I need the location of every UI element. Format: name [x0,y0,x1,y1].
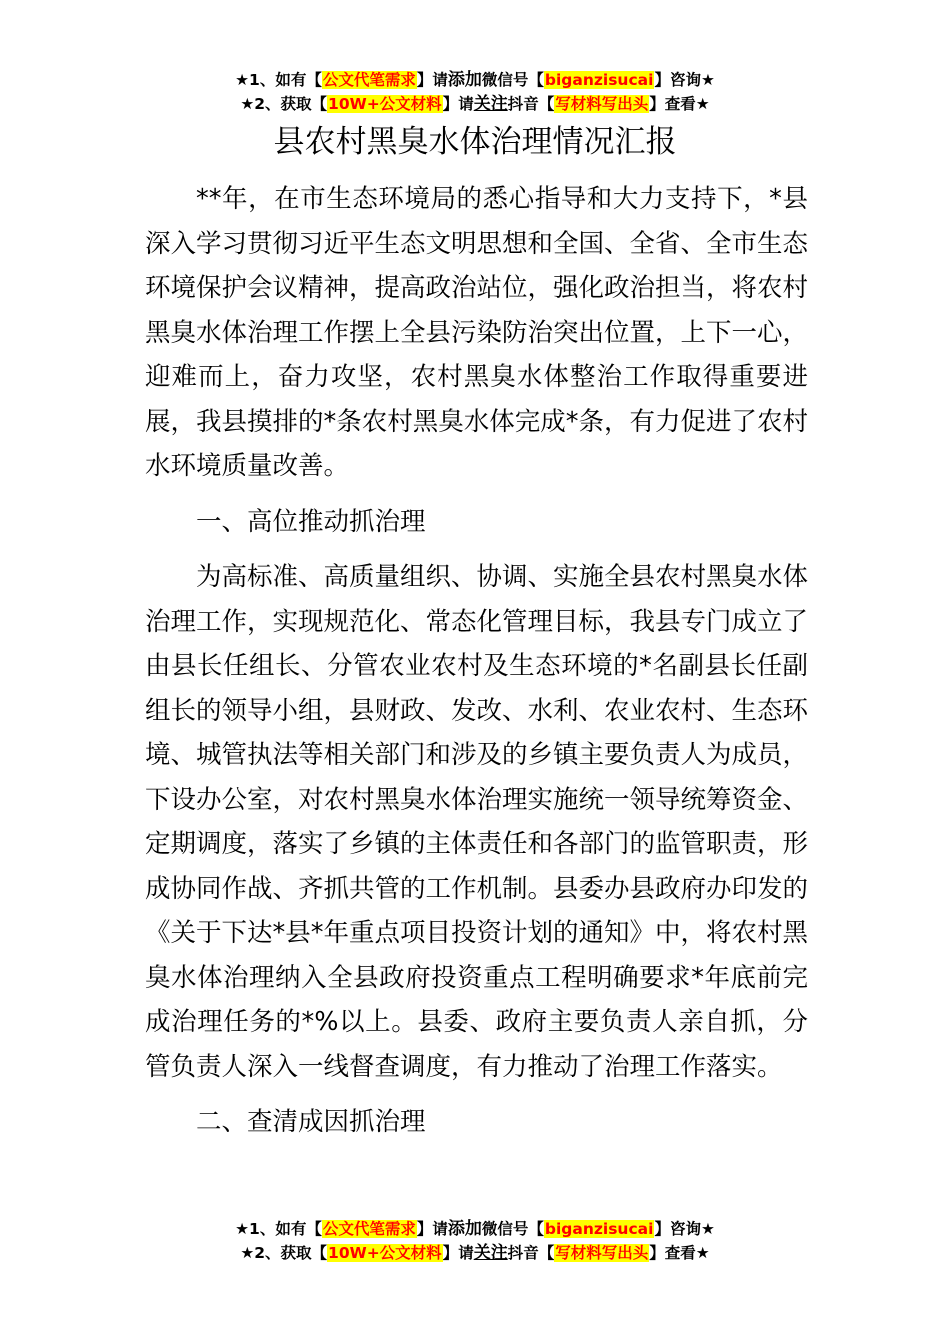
section-heading-1: 一、高位推动抓治理 [196,506,426,537]
promo-line-1: ★1、如有【公文代笔需求】请添加微信号【biganzisucai】咨询★ [235,70,715,90]
promo-line-2: ★2、获取【10W+公文材料】请关注抖音【写材料写出头】查看★ [240,1243,710,1263]
promo-line-2: ★2、获取【10W+公文材料】请关注抖音【写材料写出头】查看★ [240,94,710,114]
promo-highlight-wechat-id: biganzisucai [544,71,654,89]
promo-highlight-service: 公文代笔需求 [322,1220,416,1238]
promo-highlight-douyin: 写材料写出头 [555,1244,649,1262]
section-1-paragraph: 为高标准、高质量组织、协调、实施全县农村黑臭水体治理工作，实现规范化、常态化管理目标，我县专门成立了由县长任组长、分管农业农村及生态环境的*名副县长任副组长的领导小组，县财政、发改、水利、农业农村、生态环境、城管执法等相关部门和涉及的乡镇主要负责人为成员，下设办公室，对农村黑臭水体治理实施统一领导统筹资金、定期调度，落实了乡镇的主体责任和各部门的监管职责，形成协同作战、齐抓共管的工作机制。县委办县政府办印发的《关于下达*县*年重点项目投资计划的通知》中，将农村黑臭水体治理纳入全县政府投资重点工程明确要求*年底前完成治理任务的*%以上。县委、政府主要负责人亲自抓，分管负责人深入一线督查调度，有力推动了治理工作落实。 [145,562,809,1082]
promo-line-1: ★1、如有【公文代笔需求】请添加微信号【biganzisucai】咨询★ [235,1219,715,1239]
promo-highlight-materials: 10W+公文材料 [328,95,442,113]
footer-promo-banner [0,1217,950,1265]
promo-highlight-douyin: 写材料写出头 [555,95,649,113]
document-title: 县农村黑臭水体治理情况汇报 [273,124,677,160]
document-body [145,177,808,1156]
promo-highlight-materials: 10W+公文材料 [328,1244,442,1262]
header-promo-banner [0,68,950,116]
promo-highlight-wechat-id: biganzisucai [544,1220,654,1238]
section-heading-2: 二、查清成因抓治理 [196,1107,426,1137]
promo-highlight-service: 公文代笔需求 [322,71,416,89]
intro-paragraph: **年，在市生态环境局的悉心指导和大力支持下，*县深入学习贯彻习近平生态文明思想和全国、全省、全市生态环境保护会议精神，提高政治站位，强化政治担当，将农村黑臭水体治理工作摆上全县污染防治突出位置，上下一心，迎难而上，奋力攻坚，农村黑臭水体整治工作取得重要进展，我县摸排的*条农村黑臭水体完成*条，有力促进了农村水环境质量改善。 [145,184,809,481]
